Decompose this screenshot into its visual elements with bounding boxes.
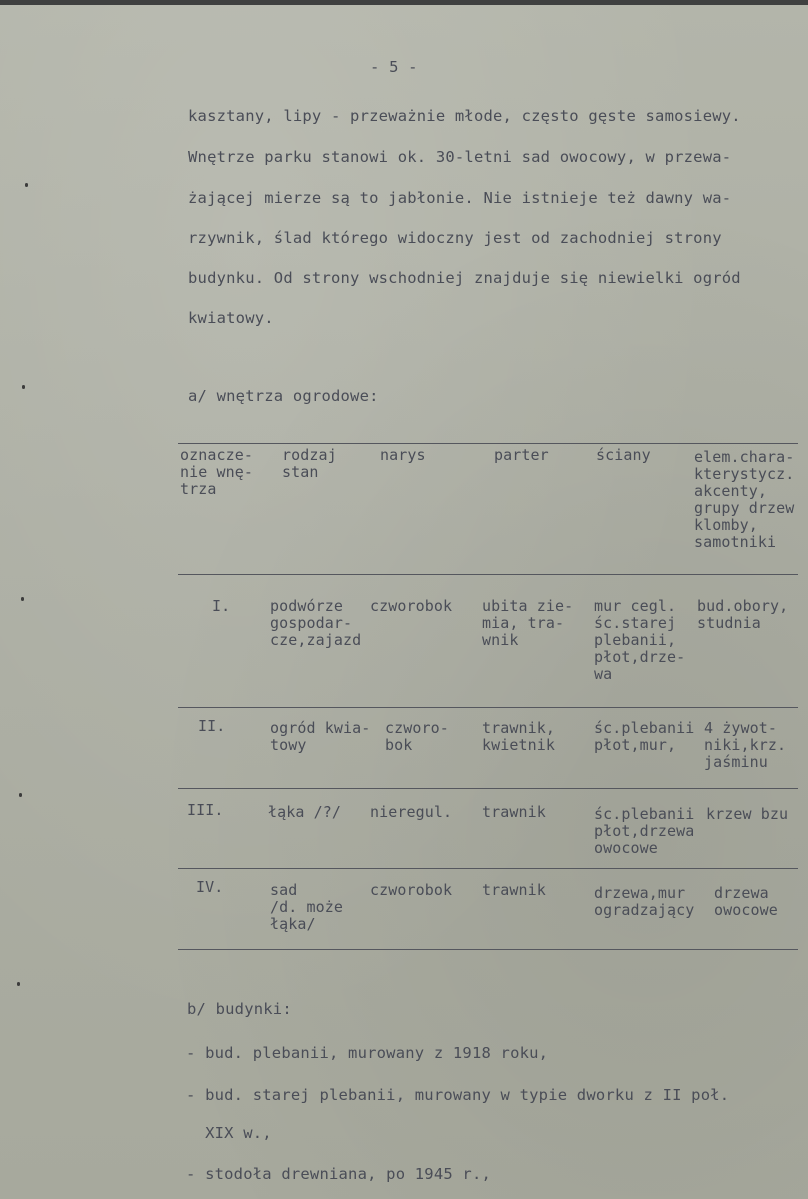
paragraph-line: Wnętrze parku stanowi ok. 30-letni sad owocowy, w przewa- [188, 148, 732, 166]
header-cell: oznacze- nie wnę- trza [180, 446, 254, 498]
punch-hole [19, 793, 22, 797]
punch-hole [17, 982, 20, 986]
building-item: XIX w., [186, 1124, 272, 1142]
paragraph-line: żającej mierze są to jabłonie. Nie istnieje też dawny wa- [188, 189, 732, 207]
table-cell: bud.obory, studnia [697, 597, 789, 632]
punch-hole [22, 385, 25, 389]
table-cell: ogród kwia- towy [270, 719, 371, 754]
building-item: - bud. plebanii, murowany z 1918 roku, [186, 1044, 549, 1062]
header-cell: elem.chara- kterystycz. akcenty, grupy drzew klomby, samotniki [694, 448, 795, 551]
table-cell: śc.plebanii płot,mur, [594, 719, 695, 754]
table-row-rule [178, 868, 798, 869]
header-cell: ściany [596, 446, 651, 464]
table-row-rule [178, 788, 798, 789]
table-top-rule [178, 443, 798, 444]
table-cell: czworobok [370, 881, 453, 899]
table-cell: nieregul. [370, 803, 453, 821]
table-cell: krzew bzu [706, 805, 789, 823]
table-cell: drzewa owocowe [714, 884, 778, 919]
table-cell: ubita zie- mia, tra- wnik [482, 597, 574, 649]
table-cell: I. [212, 597, 231, 615]
punch-hole [25, 183, 28, 187]
paragraph-line: kwiatowy. [188, 309, 274, 327]
table-header-rule [178, 574, 798, 575]
table-cell: IV. [196, 878, 224, 896]
table-cell: sad /d. może łąka/ [270, 881, 344, 933]
section-heading-buildings: b/ budynki: [187, 1000, 292, 1018]
paragraph-line: rzywnik, ślad którego widoczny jest od zachodniej strony [188, 229, 722, 247]
punch-hole [21, 597, 24, 601]
table-cell: czworobok [370, 597, 453, 615]
table-cell: łąka /?/ [268, 803, 342, 821]
table-cell: III. [187, 801, 224, 819]
table-cell: czworo- bok [385, 719, 449, 754]
header-cell: rodzaj stan [282, 446, 337, 481]
header-cell: parter [494, 446, 549, 464]
table-cell: trawnik [482, 881, 546, 899]
table-cell: trawnik, kwietnik [482, 719, 556, 754]
table-cell: drzewa,mur ogradzający [594, 884, 695, 919]
scan-top-edge [0, 0, 808, 5]
paragraph-line: kasztany, lipy - przeważnie młode, często gęste samosiewy. [188, 107, 741, 125]
table-row-rule [178, 707, 798, 708]
building-item: - bud. starej plebanii, murowany w typie dworku z II poł. [186, 1086, 730, 1104]
table-cell: II. [198, 717, 226, 735]
table-bottom-rule [178, 949, 798, 950]
table-cell: trawnik [482, 803, 546, 821]
table-cell: 4 żywot- niki,krz. jaśminu [704, 719, 787, 771]
table-cell: podwórze gospodar- cze,zajazd [270, 597, 362, 649]
table-cell: śc.plebanii płot,drzewa owocowe [594, 805, 695, 857]
table-cell: mur cegl. śc.starej plebanii, płot,drze- wa [594, 597, 686, 683]
header-cell: narys [380, 446, 426, 464]
building-item: - stodoła drewniana, po 1945 r., [186, 1165, 492, 1183]
paragraph-line: budynku. Od strony wschodniej znajduje się niewielki ogród [188, 269, 741, 287]
page-number: - 5 - [370, 58, 418, 76]
section-heading-gardens: a/ wnętrza ogrodowe: [188, 387, 379, 405]
